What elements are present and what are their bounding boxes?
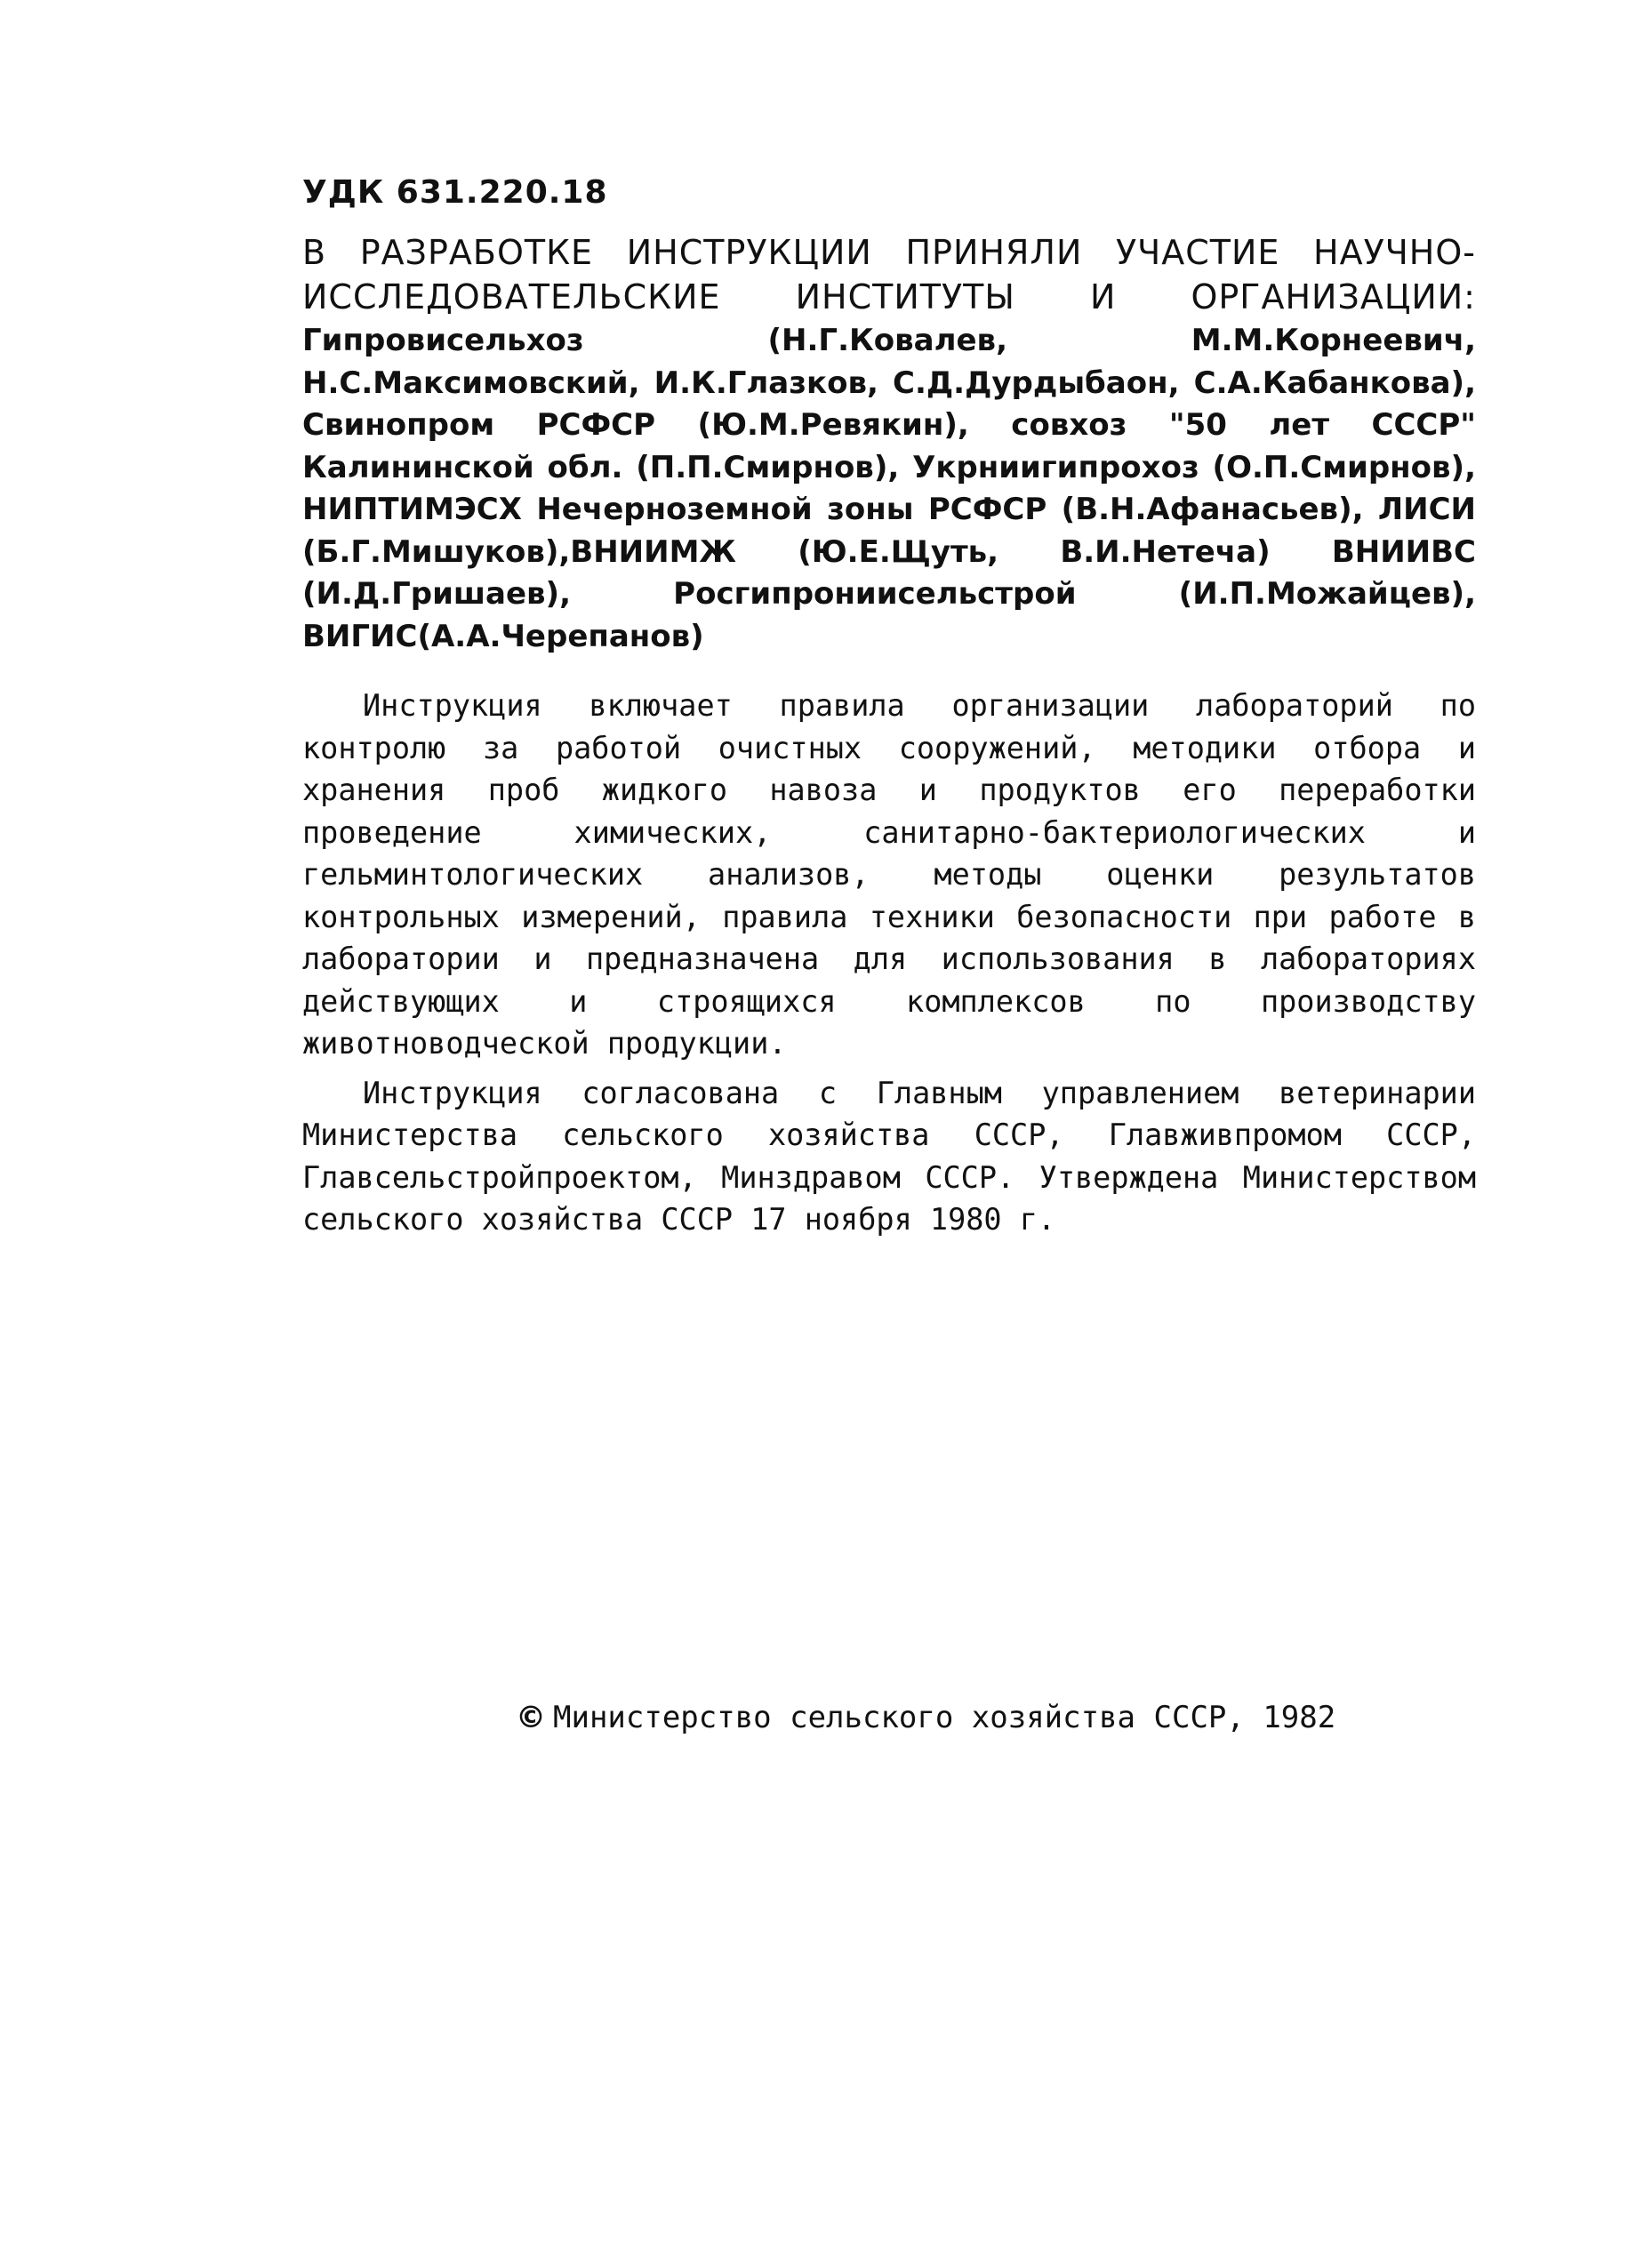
udk-code: УДК 631.220.18 [302, 174, 608, 211]
document-page [302, 173, 1476, 1241]
copyright-icon: © [516, 1700, 546, 1735]
participants-block [302, 232, 1476, 658]
approval-paragraph: Инструкция согласована с Главным управлением ветеринарии Министерства сельского хозяйства СССР, Главживпромом СССР, Главсельстройпроектом, Минздравом СССР. Утверждена Министерством сельского хозяйства СССР 17 ноября 1980 г. [302, 1075, 1476, 1237]
copyright-text: Министерство сельского хозяйства СССР, 1982 [553, 1700, 1336, 1735]
copyright-line [516, 1698, 1335, 1737]
description-paragraph: Инструкция включает правила организации лабораторий по контролю за работой очистных сооружений, методики отбора и хранения проб жидкого навоза и продуктов его переработки проведение химических, санитарно-бактериологических и гельминтологических анализов, методы оценки результатов контрольных измерений, правила техники безопасности при работе в лаборатории и предназначена для использования в лабораториях действующих и строящихся комплексов по производству животноводческой продукции. [302, 688, 1476, 1061]
participants-list: Гипровисельхоз (Н.Г.Ковалев, М.М.Корнеевич, Н.С.Максимовский, И.К.Глазков, С.Д.Дурдыбаон, С.А.Кабанкова), Свинопром РСФСР (Ю.М.Ревякин), совхоз "50 лет СССР" Калининской обл. (П.П.Смирнов), Укрниигипрохоз (О.П.Смирнов), НИПТИМЭСХ Нечерноземной зоны РСФСР (В.Н.Афанасьев), ЛИСИ (Б.Г.Мишуков),ВНИИМЖ (Ю.Е.Щуть, В.И.Нетеча) ВНИИВС (И.Д.Гришаев), Росгипрониисельстрой (И.П.Можайцев), ВИГИС(А.А.Черепанов) [302, 323, 1476, 654]
participants-heading: В РАЗРАБОТКЕ ИНСТРУКЦИИ ПРИНЯЛИ УЧАСТИЕ НАУЧНО-ИССЛЕДОВАТЕЛЬСКИЕ ИНСТИТУТЫ И ОРГАНИЗАЦИИ: [302, 233, 1476, 316]
